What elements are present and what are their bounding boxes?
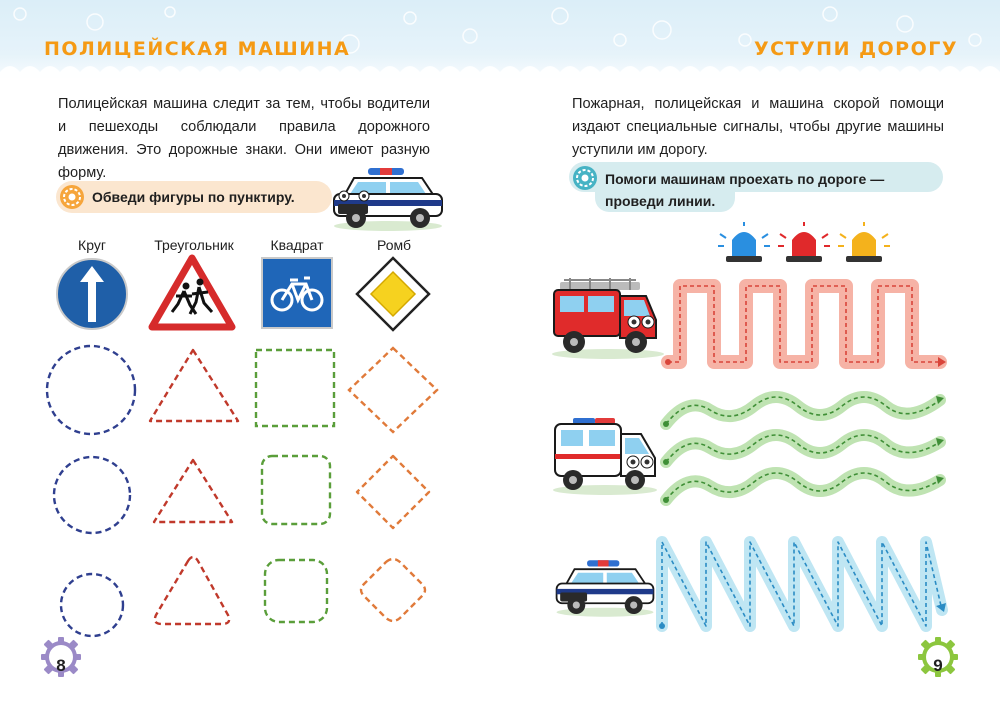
siren-blue-icon — [718, 222, 770, 262]
dotted-circle-2 — [54, 457, 130, 533]
traceable-shapes — [0, 0, 460, 660]
dotted-square-2 — [262, 456, 330, 524]
dotted-triangle-1 — [150, 350, 238, 421]
label-square: Квадрат — [270, 237, 324, 253]
ambulance-illustration — [551, 416, 659, 496]
sirens — [716, 222, 892, 266]
siren-red-icon — [778, 222, 830, 262]
left-page-paragraph: Полицейская машина следит за тем, чтобы водители и пешеходы соблюдали правила дорожного движения. Это дорожные знаки. Они имеют разную форму. — [58, 96, 430, 181]
red-meander-path — [665, 286, 946, 367]
dotted-rhombus-1 — [349, 348, 437, 432]
dotted-rhombus-2 — [357, 456, 429, 528]
blue-zigzag-path — [659, 542, 946, 629]
dotted-rhombus-3 — [361, 559, 425, 621]
dotted-triangle-2 — [154, 460, 232, 522]
left-page-number: 8 — [56, 656, 66, 675]
gear-icon — [571, 164, 599, 192]
dotted-triangle-3 — [155, 557, 229, 624]
left-task-text: Обведи фигуры по пунктиру. — [92, 189, 295, 205]
left-page-title: ПОЛИЦЕЙСКАЯ МАШИНА — [44, 38, 351, 60]
police-car-small-illustration — [553, 558, 657, 618]
right-page-number: 9 — [933, 656, 943, 675]
right-task-text: Помоги машинам проехать по дороге — проведи линии. — [605, 171, 885, 209]
right-page-paragraph: Пожарная, полицейская и машина скорой помощи издают специальные сигналы, чтобы другие машины уступили им дорогу. — [572, 96, 944, 158]
fire-truck-illustration — [550, 276, 666, 360]
dotted-square-1 — [256, 350, 334, 426]
dotted-circle-1 — [47, 346, 135, 434]
siren-yellow-icon — [838, 222, 890, 262]
right-task-banner — [569, 162, 943, 212]
green-wave-paths — [663, 396, 944, 503]
label-rhombus: Ромб — [377, 237, 411, 253]
label-triangle: Треугольник — [154, 237, 234, 253]
right-page-title: УСТУПИ ДОРОГУ — [753, 38, 958, 60]
dotted-square-3 — [265, 560, 327, 622]
label-circle: Круг — [78, 237, 106, 253]
dotted-circle-3 — [61, 574, 123, 636]
